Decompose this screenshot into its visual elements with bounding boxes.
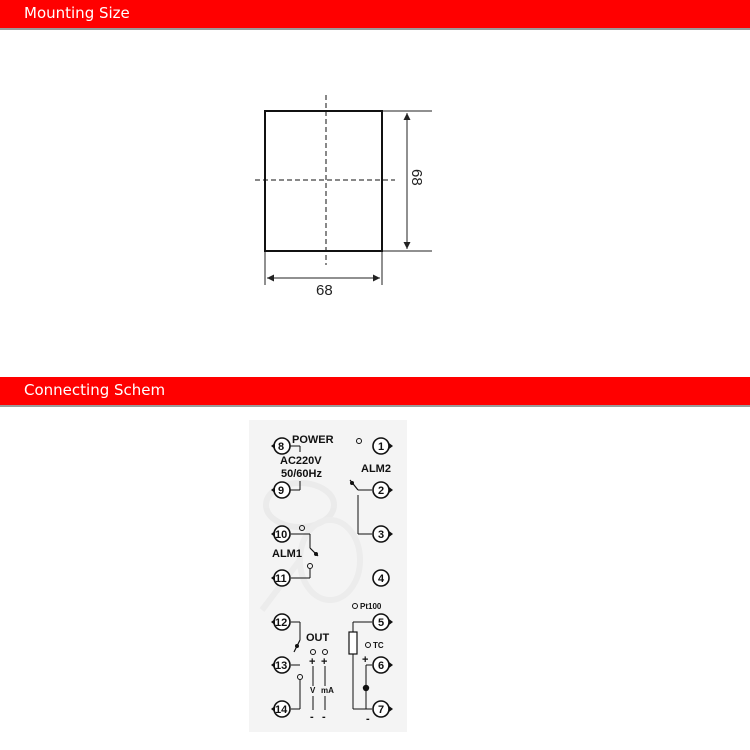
svg-text:11: 11 xyxy=(275,573,287,585)
pt100-label: Pt100 xyxy=(360,602,382,611)
v-minus-sign: - xyxy=(310,711,314,723)
mounting-size-title: Mounting Size xyxy=(24,4,130,22)
svg-text:13: 13 xyxy=(275,660,288,672)
terminal-4 xyxy=(373,570,389,586)
height-label: 68 xyxy=(408,169,425,186)
ma-minus-sign: - xyxy=(322,711,326,723)
width-label: 68 xyxy=(316,282,333,299)
alm1-label: ALM1 xyxy=(272,548,302,560)
svg-text:4: 4 xyxy=(378,573,385,585)
wiring-diagram xyxy=(249,420,407,732)
power-label: POWER xyxy=(292,434,334,446)
svg-text:2: 2 xyxy=(378,485,385,497)
v-plus-sign: + xyxy=(309,656,316,668)
tc-label: TC xyxy=(373,641,384,650)
svg-text:14: 14 xyxy=(275,704,288,716)
svg-text:3: 3 xyxy=(378,529,385,541)
svg-text:9: 9 xyxy=(278,485,285,497)
pt100-resistor xyxy=(349,632,357,654)
connecting-schem-title: Connecting Schem xyxy=(24,381,166,399)
tc-minus-sign: - xyxy=(366,713,370,725)
panel-cutout-outline xyxy=(265,111,382,251)
svg-text:7: 7 xyxy=(378,704,385,716)
ma-label: mA xyxy=(321,686,334,695)
svg-text:6: 6 xyxy=(378,660,385,672)
svg-text:12: 12 xyxy=(275,617,288,629)
alm2-label: ALM2 xyxy=(361,463,391,475)
frequency-label: 50/60Hz xyxy=(281,468,322,480)
svg-text:1: 1 xyxy=(378,441,385,453)
tc-plus-sign: + xyxy=(362,654,369,666)
svg-text:10: 10 xyxy=(275,529,288,541)
ma-plus-sign: + xyxy=(321,656,328,668)
out-label: OUT xyxy=(306,632,330,644)
svg-text:5: 5 xyxy=(378,617,385,629)
v-label: V xyxy=(310,686,316,695)
voltage-label: AC220V xyxy=(280,455,322,467)
svg-text:8: 8 xyxy=(278,441,285,453)
mounting-drawing xyxy=(255,95,432,299)
